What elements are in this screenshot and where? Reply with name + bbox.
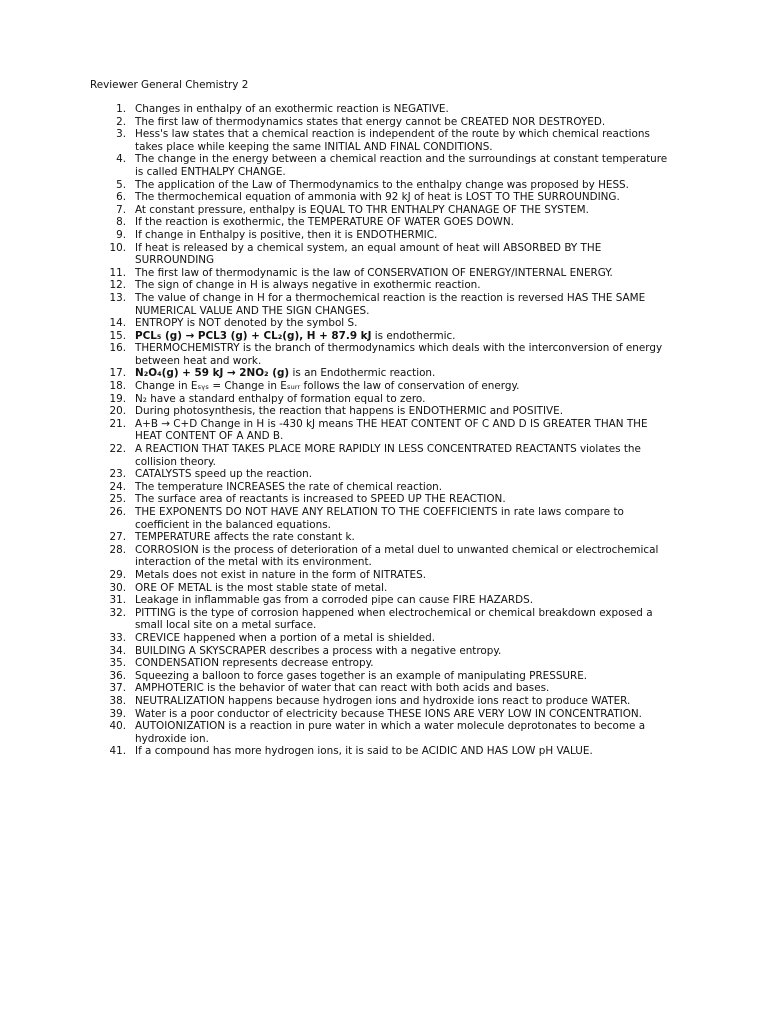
item-text bbox=[135, 506, 667, 531]
list-item bbox=[0, 720, 768, 745]
item-text bbox=[135, 493, 667, 506]
item-text bbox=[135, 393, 667, 406]
item-text bbox=[135, 632, 667, 645]
item-number: 2. bbox=[116, 115, 126, 128]
item-number: 22. bbox=[109, 443, 126, 456]
item-line: CREVICE happened when a portion of a metal is shielded. bbox=[135, 631, 436, 644]
item-number: 34. bbox=[109, 644, 126, 657]
list-item bbox=[0, 708, 768, 721]
list-item bbox=[0, 330, 768, 343]
list-item bbox=[0, 204, 768, 217]
list-item bbox=[0, 153, 768, 178]
item-number: 41. bbox=[109, 745, 126, 758]
item-text bbox=[135, 380, 667, 393]
list-item bbox=[0, 116, 768, 129]
item-line bbox=[135, 330, 667, 343]
list-item bbox=[0, 607, 768, 632]
item-line-suffix: is endothermic. bbox=[371, 329, 456, 342]
item-line: SURROUNDING bbox=[135, 254, 215, 267]
document-title: Reviewer General Chemistry 2 bbox=[90, 79, 249, 91]
list-item bbox=[0, 594, 768, 607]
item-text bbox=[135, 229, 667, 242]
list-item bbox=[0, 292, 768, 317]
item-line: NEUTRALIZATION happens because hydrogen ions and hydroxide ions react to produce WATER. bbox=[135, 694, 631, 707]
list-item bbox=[0, 380, 768, 393]
item-text bbox=[135, 682, 667, 695]
list-item bbox=[0, 216, 768, 229]
item-text bbox=[135, 292, 667, 317]
item-line: CORROSION is the process of deterioration of a metal duel to unwanted chemical or electrochemical bbox=[135, 543, 659, 556]
item-line: Hess's law states that a chemical reaction is independent of the route by which chemical reactions bbox=[135, 128, 650, 141]
item-number: 6. bbox=[116, 191, 126, 204]
list-item bbox=[0, 645, 768, 658]
item-line: During photosynthesis, the reaction that happens is ENDOTHERMIC and POSITIVE. bbox=[135, 405, 564, 418]
list-item bbox=[0, 191, 768, 204]
item-number: 33. bbox=[109, 631, 126, 644]
item-text bbox=[135, 443, 667, 468]
item-line: CONDENSATION represents decrease entropy. bbox=[135, 657, 374, 670]
item-text bbox=[135, 216, 667, 229]
item-text bbox=[135, 405, 667, 418]
item-number: 5. bbox=[116, 178, 126, 191]
item-text bbox=[135, 708, 667, 721]
item-text bbox=[135, 267, 667, 280]
list-item bbox=[0, 695, 768, 708]
item-text bbox=[135, 745, 667, 758]
item-line: The first law of thermodynamic is the law of CONSERVATION OF ENERGY/INTERNAL ENERGY. bbox=[135, 266, 613, 279]
item-line bbox=[135, 367, 667, 380]
item-line: N₂ have a standard enthalpy of formation equal to zero. bbox=[135, 392, 426, 405]
list-item bbox=[0, 279, 768, 292]
item-number: 13. bbox=[109, 291, 126, 304]
item-text bbox=[135, 531, 667, 544]
item-line: If a compound has more hydrogen ions, it is said to be ACIDIC AND HAS LOW pH VALUE. bbox=[135, 745, 593, 758]
item-text bbox=[135, 317, 667, 330]
list-item bbox=[0, 682, 768, 695]
item-line: is called ENTHALPY CHANGE. bbox=[135, 165, 286, 178]
item-line: between heat and work. bbox=[135, 354, 262, 367]
item-line: NUMERICAL VALUE AND THE SIGN CHANGES. bbox=[135, 304, 370, 317]
list-item bbox=[0, 229, 768, 242]
item-line: HEAT CONTENT OF A AND B. bbox=[135, 430, 284, 443]
item-text bbox=[135, 191, 667, 204]
item-line: The application of the Law of Thermodynamics to the enthalpy change was proposed by HESS. bbox=[135, 178, 629, 191]
list-item bbox=[0, 418, 768, 443]
item-line: interaction of the metal with its environment. bbox=[135, 556, 372, 569]
item-line: Water is a poor conductor of electricity because THESE IONS ARE VERY LOW IN CONCENTRATION. bbox=[135, 707, 642, 720]
item-number: 8. bbox=[116, 216, 126, 229]
item-line: TEMPERATURE affects the rate constant k. bbox=[135, 531, 355, 544]
item-line: PITTING is the type of corrosion happened when electrochemical or chemical breakdown exposed a bbox=[135, 606, 653, 619]
item-line: If the reaction is exothermic, the TEMPERATURE OF WATER GOES DOWN. bbox=[135, 216, 514, 229]
item-line: AUTOIONIZATION is a reaction in pure water in which a water molecule deprotonates to become a bbox=[135, 720, 646, 733]
item-number: 40. bbox=[109, 720, 126, 733]
list-item bbox=[0, 745, 768, 758]
item-line: ORE OF METAL is the most stable state of metal. bbox=[135, 581, 388, 594]
item-line: At constant pressure, enthalpy is EQUAL TO THR ENTHALPY CHANAGE OF THE SYSTEM. bbox=[135, 203, 589, 216]
item-text bbox=[135, 582, 667, 595]
item-number: 18. bbox=[109, 380, 126, 393]
item-number: 4. bbox=[116, 153, 126, 166]
item-number: 23. bbox=[109, 468, 126, 481]
item-text bbox=[135, 153, 667, 178]
list-item bbox=[0, 569, 768, 582]
chemical-equation: PCL₅ (g) → PCL3 (g) + CL₂(g), H + 87.9 kJ bbox=[135, 329, 372, 342]
list-item bbox=[0, 481, 768, 494]
item-line: A+B → C+D Change in H is -430 kJ means THE HEAT CONTENT OF C AND D IS GREATER THAN THE bbox=[135, 417, 648, 430]
item-line: THERMOCHEMISTRY is the branch of thermodynamics which deals with the interconversion of energy bbox=[135, 342, 663, 355]
item-line: hydroxide ion. bbox=[135, 732, 209, 745]
item-number: 28. bbox=[109, 543, 126, 556]
item-number: 26. bbox=[109, 506, 126, 518]
item-line: The first law of thermodynamics states that energy cannot be CREATED NOR DESTROYED. bbox=[135, 115, 606, 128]
list-item bbox=[0, 179, 768, 192]
item-number: 30. bbox=[109, 581, 126, 594]
item-line: The temperature INCREASES the rate of chemical reaction. bbox=[135, 480, 443, 493]
item-number: 1. bbox=[116, 103, 126, 115]
item-line: Metals does not exist in nature in the form of NITRATES. bbox=[135, 568, 427, 581]
numbered-list bbox=[0, 103, 768, 758]
item-line: Leakage in inflammable gas from a corroded pipe can cause FIRE HAZARDS. bbox=[135, 594, 533, 607]
item-line: The thermochemical equation of ammonia with 92 kJ of heat is LOST TO THE SURROUNDING. bbox=[135, 191, 620, 204]
item-line: THE EXPONENTS DO NOT HAVE ANY RELATION TO THE COEFFICIENTS in rate laws compare to bbox=[135, 506, 624, 518]
item-number: 37. bbox=[109, 682, 126, 695]
item-number: 17. bbox=[109, 367, 126, 380]
item-number: 14. bbox=[109, 317, 126, 330]
item-text bbox=[135, 670, 667, 683]
item-text bbox=[135, 279, 667, 292]
item-line: ENTROPY is NOT denoted by the symbol S. bbox=[135, 317, 358, 330]
list-item bbox=[0, 128, 768, 153]
item-text bbox=[135, 330, 667, 343]
item-line: Squeezing a balloon to force gases together is an example of manipulating PRESSURE. bbox=[135, 669, 588, 682]
item-line: The value of change in H for a thermochemical reaction is the reaction is reversed HAS THE SAME bbox=[135, 291, 646, 304]
item-number: 9. bbox=[116, 228, 126, 241]
item-text bbox=[135, 342, 667, 367]
item-text bbox=[135, 657, 667, 670]
item-line: Change in Eₛᵧₛ = Change in Eₛᵤᵣᵣ follows the law of conservation of energy. bbox=[135, 380, 520, 393]
list-item bbox=[0, 342, 768, 367]
item-text bbox=[135, 116, 667, 129]
item-text bbox=[135, 720, 667, 745]
item-text bbox=[135, 204, 667, 217]
item-number: 3. bbox=[116, 128, 126, 141]
item-line: Changes in enthalpy of an exothermic reaction is NEGATIVE. bbox=[135, 103, 449, 115]
item-text bbox=[135, 179, 667, 192]
item-line: The sign of change in H is always negative in exothermic reaction. bbox=[135, 279, 481, 292]
list-item bbox=[0, 468, 768, 481]
item-number: 39. bbox=[109, 707, 126, 720]
list-item bbox=[0, 670, 768, 683]
item-text bbox=[135, 594, 667, 607]
item-text bbox=[135, 645, 667, 658]
list-item bbox=[0, 393, 768, 406]
item-number: 16. bbox=[109, 342, 126, 355]
item-number: 7. bbox=[116, 203, 126, 216]
item-text bbox=[135, 367, 667, 380]
item-number: 31. bbox=[109, 594, 126, 607]
list-item bbox=[0, 582, 768, 595]
list-item bbox=[0, 632, 768, 645]
item-number: 36. bbox=[109, 669, 126, 682]
list-item bbox=[0, 657, 768, 670]
item-text bbox=[135, 128, 667, 153]
item-text bbox=[135, 695, 667, 708]
item-line-suffix: is an Endothermic reaction. bbox=[289, 367, 436, 380]
item-number: 29. bbox=[109, 568, 126, 581]
item-line: collision theory. bbox=[135, 455, 216, 468]
item-line: small local site on a metal surface. bbox=[135, 619, 317, 632]
item-line: takes place while keeping the same INITIAL AND FINAL CONDITIONS. bbox=[135, 140, 493, 153]
item-number: 27. bbox=[109, 531, 126, 544]
item-line: If change in Enthalpy is positive, then it is ENDOTHERMIC. bbox=[135, 228, 438, 241]
item-number: 35. bbox=[109, 657, 126, 670]
list-item bbox=[0, 242, 768, 267]
item-line: CATALYSTS speed up the reaction. bbox=[135, 468, 313, 481]
item-number: 25. bbox=[109, 493, 126, 506]
item-text bbox=[135, 607, 667, 632]
item-line: coefficient in the balanced equations. bbox=[135, 518, 331, 531]
item-number: 12. bbox=[109, 279, 126, 292]
list-item bbox=[0, 493, 768, 506]
item-number: 19. bbox=[109, 392, 126, 405]
list-item bbox=[0, 103, 768, 116]
list-item bbox=[0, 443, 768, 468]
item-text bbox=[135, 103, 667, 116]
item-number: 24. bbox=[109, 480, 126, 493]
item-number: 15. bbox=[109, 329, 126, 342]
item-line: If heat is released by a chemical system, an equal amount of heat will ABSORBED BY THE bbox=[135, 241, 602, 254]
item-text bbox=[135, 544, 667, 569]
item-line: BUILDING A SKYSCRAPER describes a process with a negative entropy. bbox=[135, 644, 502, 657]
item-text bbox=[135, 242, 667, 267]
item-text bbox=[135, 481, 667, 494]
item-line: The surface area of reactants is increased to SPEED UP THE REACTION. bbox=[135, 493, 506, 506]
list-item bbox=[0, 544, 768, 569]
item-text bbox=[135, 468, 667, 481]
item-number: 10. bbox=[109, 241, 126, 254]
list-item bbox=[0, 405, 768, 418]
item-line: A REACTION THAT TAKES PLACE MORE RAPIDLY IN LESS CONCENTRATED REACTANTS violates the bbox=[135, 443, 641, 456]
list-item bbox=[0, 531, 768, 544]
item-text bbox=[135, 418, 667, 443]
item-line: The change in the energy between a chemical reaction and the surroundings at constant temperature bbox=[135, 153, 668, 166]
item-line: AMPHOTERIC is the behavior of water that can react with both acids and bases. bbox=[135, 682, 550, 695]
list-item bbox=[0, 506, 768, 531]
list-item bbox=[0, 317, 768, 330]
item-number: 32. bbox=[109, 606, 126, 619]
item-number: 11. bbox=[109, 266, 126, 279]
chemical-equation: N₂O₄(g) + 59 kJ → 2NO₂ (g) bbox=[135, 367, 290, 380]
list-item bbox=[0, 267, 768, 280]
list-item bbox=[0, 367, 768, 380]
item-number: 20. bbox=[109, 405, 126, 418]
item-text bbox=[135, 569, 667, 582]
item-number: 21. bbox=[109, 417, 126, 430]
item-number: 38. bbox=[109, 694, 126, 707]
